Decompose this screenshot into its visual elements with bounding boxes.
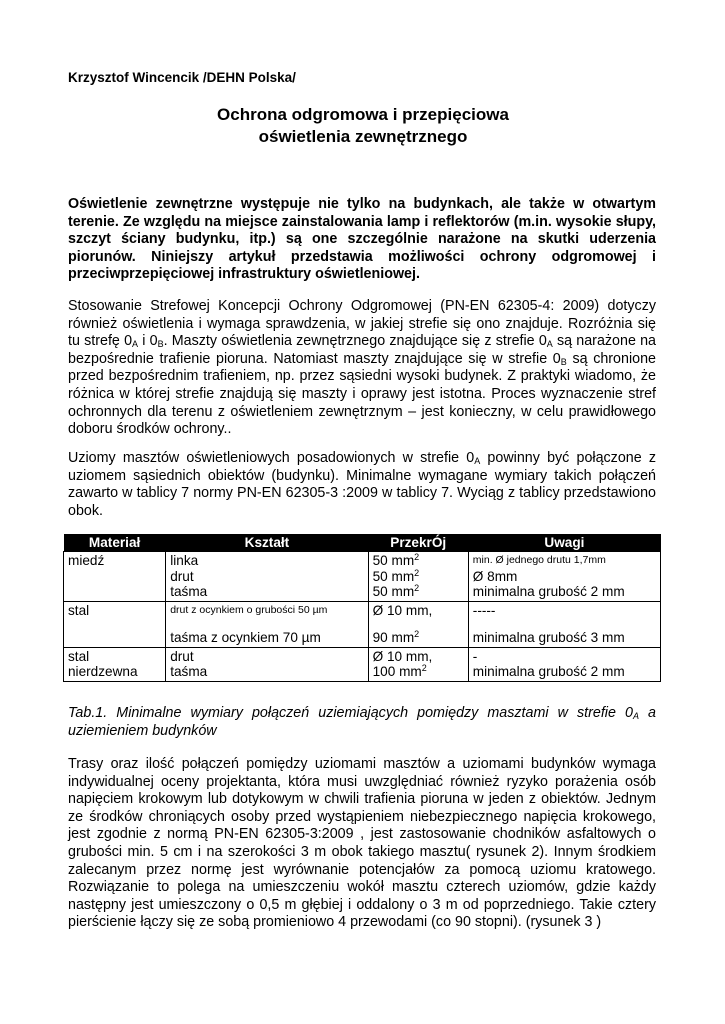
superscript: 2 — [421, 663, 427, 673]
superscript: 2 — [414, 552, 420, 562]
cell-line: drut z ocynkiem o grubości 50 µm — [170, 603, 328, 616]
text-run: powinny być połączone z uziomem sąsiednich obiektów (budynku). Minimalne wymagane wymiary takich połączeń zawarto w tablicy 7 normy PN-EN 62305-3 :2009 w tablicy 7. Wyciąg z tablicy przedstawiono obok. — [68, 450, 657, 519]
table-row — [64, 552, 661, 602]
paragraph-grounding — [68, 450, 656, 520]
cell-notes — [468, 552, 660, 602]
cell-line — [373, 569, 464, 585]
superscript: 2 — [414, 629, 420, 639]
cell-notes — [468, 647, 660, 681]
cell-line: taśma z ocynkiem 70 µm — [170, 630, 321, 645]
col-header-shape: Kształt — [166, 534, 368, 552]
text-run: a uziemieniem budynków — [68, 705, 656, 739]
title-line-1: Ochrona odgromowa i przepięciowa — [217, 105, 509, 124]
title-line-2: oświetlenia zewnętrznego — [258, 127, 468, 146]
superscript: 2 — [414, 567, 420, 578]
text-run: i 0 — [138, 333, 158, 350]
cell-line — [373, 584, 464, 600]
paragraph-zones — [68, 298, 656, 439]
cell-line: linka — [170, 553, 199, 568]
subscript: B — [157, 339, 164, 350]
cell-line: drut — [170, 568, 194, 584]
cell-line: Ø 10 mm, — [372, 648, 433, 664]
cell-line: minimalna grubość 3 mm — [472, 630, 625, 645]
subscript: A — [132, 339, 139, 350]
cell-section — [368, 552, 468, 602]
section-value: 90 mm — [372, 630, 415, 645]
cell-section — [368, 601, 468, 647]
subscript: B — [560, 356, 567, 367]
intro-paragraph: Oświetlenie zewnętrzne występuje nie tylko na budynkach, ale także w otwartym terenie. Ze względu na miejsce zainstalowania lamp i reflektorów (m.in. wysokie słupy, szczyt ściany budynku, itp.) są one szczególnie narażone na skutki uderzenia piorunów. Niniejszy artykuł przedstawia możliwości ochrony odgromowej i przeciwprzepięciowej infrastruktury oświetleniowej. — [68, 196, 656, 283]
cell-line: - — [472, 648, 478, 664]
subscript: A — [546, 339, 553, 350]
cell-shape — [166, 647, 368, 681]
section-value: 50 mm — [372, 568, 415, 584]
cell-line: min. Ø jednego drutu 1,7mm — [472, 554, 606, 566]
table-row — [64, 601, 661, 647]
cell-line: Ø 10 mm, — [372, 602, 433, 618]
text-run: . Maszty oświetlenia zewnętrznego znajdujące się z strefie 0 — [163, 333, 547, 350]
section-value: 50 mm — [372, 553, 415, 568]
cell-line: taśma — [170, 664, 208, 679]
cell-material — [64, 647, 166, 681]
table-header-row — [64, 534, 661, 552]
cell-line — [373, 630, 464, 646]
cell-shape — [166, 552, 368, 602]
author-line: Krzysztof Wincencik /DEHN Polska/ — [68, 70, 296, 85]
text-run: Tab.1. Minimalne wymiary połączeń uziemiających pomiędzy masztami w strefie 0 — [68, 705, 633, 721]
table-row — [64, 647, 661, 681]
cell-line: taśma — [170, 584, 208, 599]
document-title — [68, 104, 658, 148]
cell-line: stal — [68, 648, 90, 664]
col-header-section: PrzekrÓj — [368, 534, 468, 552]
cell-notes — [468, 601, 660, 647]
table-caption — [68, 705, 656, 740]
cell-line: drut — [170, 648, 194, 664]
text-run: Uziomy masztów oświetleniowych posadowionych w strefie 0 — [68, 450, 475, 466]
subscript: A — [632, 711, 639, 721]
cell-line: minimalna grubość 2 mm — [472, 584, 625, 599]
text-run: są narażone na bezpośrednie trafienie pioruna. Natomiast maszty znajdujące się w strefie 0 — [68, 333, 656, 367]
cell-line — [373, 553, 464, 569]
section-value: 50 mm — [372, 584, 415, 599]
subscript: A — [474, 456, 481, 466]
paragraph-routing: Trasy oraz ilość połączeń pomiędzy uziomami masztów a uziomami budynków wymaga indywidualnej oceny projektanta, która musi uwzględniać również ryzyko porażenia osób napięciem krokowym lub dotykowym w chwili trafienia pioruna w jeden z obiektów. Jednym ze środków chroniących osoby przed wystąpieniem niebezpiecznego napięcia krokowego, jest zgodnie z normą PN-EN 62305-3:2009 , jest zastosowanie chodników asfaltowych o grubości min. 5 cm i na szerokości 3 m obok takiego masztu( rysunek 2). Innym środkiem zalecanym przez normę jest wyrównanie potencjałów za pomocą uziomu kratowego. Rozwiązanie to polega na umieszczeniu wokół masztu czterech uziomów, gdzie każdy następny jest umieszczony o 0,5 m głębiej i oddalony o 3 m od poprzedniego. Takie cztery pierścienie łączy się ze sobą promieniowo 4 przewodami (co 90 stopni). (rysunek 3 ) — [68, 756, 656, 931]
cell-line: Ø 8mm — [472, 568, 518, 584]
cell-material: stal — [64, 601, 166, 647]
text-run: Stosowanie Strefowej Koncepcji Ochrony Odgromowej (PN-EN 62305-4: 2009) dotyczy również oświetlenia i wymaga sprawdzenia, w jakiej strefie się ono znajduje. Rozróżnia się tu strefę 0 — [68, 298, 656, 350]
col-header-material: Materiał — [64, 534, 166, 552]
superscript: 2 — [414, 583, 420, 593]
materials-table — [63, 534, 661, 682]
col-header-notes: Uwagi — [468, 534, 660, 552]
cell-line: ----- — [472, 602, 496, 618]
cell-material: miedź — [64, 552, 166, 602]
section-value: 100 mm — [372, 664, 422, 679]
cell-line — [373, 664, 464, 680]
text-run: są chronione przed bezpośrednim trafieniem, np. przez sąsiedni wysoki budynek. Z praktyki wiadomo, że różnica w której strefie znajdują się maszty i oprawy jest istotna. Proces wyznaczenie stref ochronnych dla terenu z oświetleniem zewnętrznym – jest konieczny, w celu prawidłowego doboru środków ochrony.. — [68, 350, 656, 438]
cell-line: minimalna grubość 2 mm — [472, 664, 625, 679]
cell-shape — [166, 601, 368, 647]
cell-section — [368, 647, 468, 681]
cell-line: nierdzewna — [68, 664, 138, 679]
